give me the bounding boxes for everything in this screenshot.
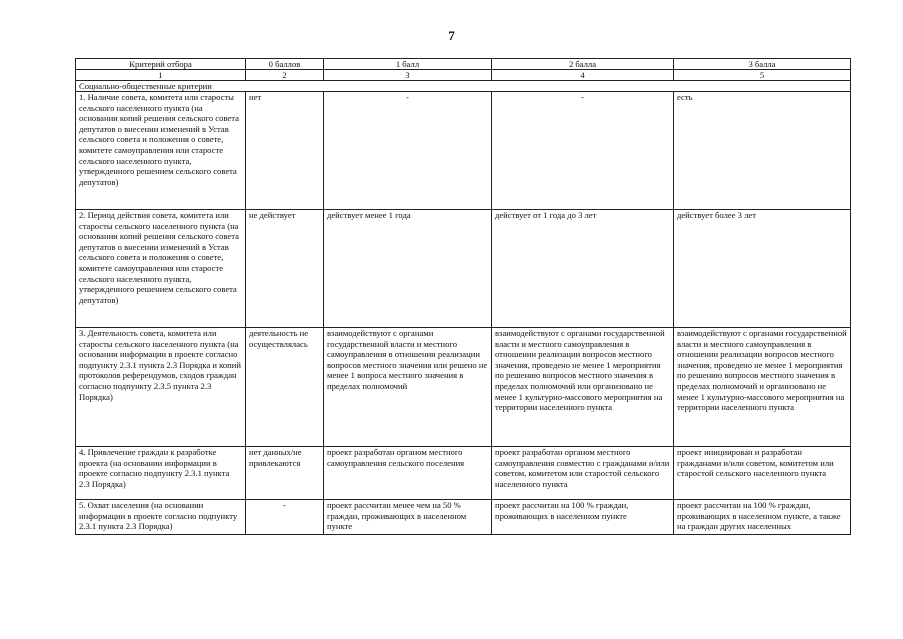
criterion-cell: 3. Деятельность совета, комитета или старосты сельского населенного пункта (на основании информации в проекте согласно подпункту 2.3.1 пункта 2.3 Порядка и копий протоколов референдумов, сходов граждан согласно подпункту 2.3.5 пункта 2.3 Порядка) <box>76 328 246 447</box>
header-row <box>76 59 851 70</box>
criterion-cell <box>76 500 246 535</box>
score-2-cell: взаимодействуют с органами государственной власти и местного самоуправления в отношении реализации вопросов местного значения, проведено не менее 1 мероприятия по решению вопросов местного значения в пределах полномочий или организовано не менее 1 культурно-массового мероприятия на территории населенного пункта <box>492 328 674 447</box>
score-0-cell: нет <box>246 92 324 210</box>
score-2-text: проект рассчитан на 100 % граждан, проживающих в населенном пункте <box>495 500 629 521</box>
score-2-cell: действует от 1 года до 3 лет <box>492 210 674 328</box>
column-number: 2 <box>246 70 324 81</box>
score-1-cell <box>324 500 492 535</box>
header-score-3: 3 балла <box>674 59 851 70</box>
section-row <box>76 81 851 92</box>
score-0-cell: деятельность не осуществлялась <box>246 328 324 447</box>
page-number: 7 <box>448 28 455 43</box>
header-score-0: 0 баллов <box>246 59 324 70</box>
criteria-table <box>75 58 851 535</box>
column-number: 3 <box>324 70 492 81</box>
score-3-cell: действует более 3 лет <box>674 210 851 328</box>
score-2-cell: - <box>492 92 674 210</box>
score-3-cell: взаимодействуют с органами государственной власти и местного самоуправления в отношении реализации вопросов местного значения, проведено не менее 1 мероприятия по решению вопросов местного значения в пределах полномочий и организовано не менее 1 культурно-массового мероприятия на территории населенного пункта <box>674 328 851 447</box>
header-score-1: 1 балл <box>324 59 492 70</box>
criterion-cell: 4. Привлечение граждан к разработке проекта (на основании информации в проекте согласно подпункту 2.3.1 пункта 2.3 Порядка) <box>76 447 246 500</box>
score-3-cell <box>674 500 851 535</box>
score-2-cell: проект разработан органом местного самоуправления совместно с гражданами и/или советом, комитетом или старостой сельского населенного пункта <box>492 447 674 500</box>
table-row <box>76 328 851 447</box>
column-number: 5 <box>674 70 851 81</box>
column-number: 4 <box>492 70 674 81</box>
score-1-cell: взаимодействуют с органами государственной власти и местного самоуправления в отношении реализации вопросов местного значения или решено не менее 1 вопроса местного значения в пределах полномочий <box>324 328 492 447</box>
section-title: Социально-общественные критерии <box>76 81 851 92</box>
table-row <box>76 210 851 328</box>
score-3-cell: проект инициирован и разработан гражданами и/или советом, комитетом или старостой сельского населенного пункта <box>674 447 851 500</box>
score-1-cell: проект разработан органом местного самоуправления сельского поселения <box>324 447 492 500</box>
table-row <box>76 500 851 535</box>
column-number: 1 <box>76 70 246 81</box>
header-criterion: Критерий отбора <box>76 59 246 70</box>
score-3-text: проект рассчитан на 100 % граждан, проживающих в населенном пункте, а также на граждан других населенных <box>677 500 841 532</box>
column-number-row <box>76 70 851 81</box>
score-1-text: проект рассчитан менее чем на 50 % граждан, проживающих в населенном пункте <box>327 500 467 532</box>
score-0-cell: нет данных/не привлекаются <box>246 447 324 500</box>
score-1-cell: действует менее 1 года <box>324 210 492 328</box>
header-score-2: 2 балла <box>492 59 674 70</box>
criterion-cell: 1. Наличие совета, комитета или старосты сельского населенного пункта (на основании копий решения сельского совета депутатов о внесении изменений в Устав сельского совета и положения о совете, комитете самоуправления или старосте сельского населенного пункта, утвержденного решением сельского совета депутатов) <box>76 92 246 210</box>
score-3-cell: есть <box>674 92 851 210</box>
score-2-cell <box>492 500 674 535</box>
score-0-text: - <box>283 500 286 510</box>
score-0-cell: не действует <box>246 210 324 328</box>
score-0-cell <box>246 500 324 535</box>
table-row <box>76 447 851 500</box>
table-row <box>76 92 851 210</box>
score-1-cell: - <box>324 92 492 210</box>
criterion-text: 5. Охват населения (на основании информации в проекте согласно подпункту 2.3.1 пункта 2.3 Порядка) <box>79 500 238 532</box>
criterion-cell: 2. Период действия совета, комитета или старосты сельского населенного пункта (на основании копий решения сельского совета депутатов о внесении изменений в Устав сельского совета и положения о совете, комитете самоуправления или старосте сельского населенного пункта, утвержденного решением сельского совета депутатов) <box>76 210 246 328</box>
